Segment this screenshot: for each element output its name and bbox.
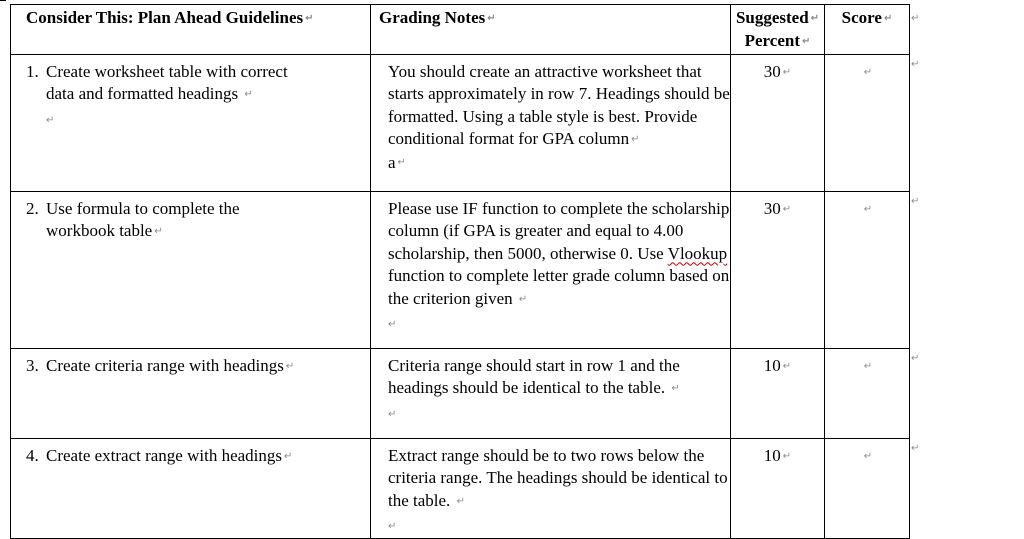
paragraph-mark-icon: ↵ xyxy=(631,134,640,146)
paragraph-mark-icon: ↵ xyxy=(305,12,314,24)
table-row xyxy=(11,191,910,348)
suggested-percent-cell: 10 ↵ xyxy=(731,438,825,538)
guideline-cell: 3. Create criteria range with headings ↵ xyxy=(11,348,371,438)
table-row xyxy=(11,54,910,191)
paragraph-mark-icon: ↵ xyxy=(810,12,820,24)
header-row xyxy=(11,5,910,55)
row-end-mark: ↵ xyxy=(911,59,920,70)
paragraph-mark-icon: ↵ xyxy=(285,360,295,372)
paragraph-mark-icon: ↵ xyxy=(801,36,811,48)
spellcheck-flagged-word: Vlookup xyxy=(667,243,728,263)
paragraph-mark-icon: ↵ xyxy=(863,203,873,215)
suggested-percent-cell: 30 ↵ xyxy=(731,54,825,191)
score-cell[interactable] xyxy=(825,438,910,538)
header-grading-notes: Grading Notes ↵ xyxy=(371,5,731,55)
paragraph-mark-icon: ↵ xyxy=(863,66,873,78)
paragraph-mark-icon: ↵ xyxy=(782,203,792,215)
header-guidelines: Consider This: Plan Ahead Guidelines ↵ xyxy=(11,5,371,55)
guideline-cell: 2. Use formula to complete the workbook table ↵ xyxy=(11,191,371,348)
header-score: Score ↵ xyxy=(825,5,910,55)
grading-table xyxy=(10,4,910,539)
paragraph-mark-icon: ↵ xyxy=(863,360,873,372)
paragraph-mark-icon: ↵ xyxy=(671,383,680,395)
table-row xyxy=(11,348,910,438)
paragraph-mark-icon: ↵ xyxy=(244,89,253,101)
paragraph-mark-icon: ↵ xyxy=(154,226,163,238)
row-end-mark: ↵ xyxy=(911,13,920,24)
row-end-mark: ↵ xyxy=(911,353,920,364)
paragraph-mark-icon: ↵ xyxy=(863,450,873,462)
paragraph-mark-icon: ↵ xyxy=(284,450,293,462)
row-end-mark: ↵ xyxy=(911,196,920,207)
paragraph-mark-icon: ↵ xyxy=(883,12,893,24)
cell-corner-mark xyxy=(0,0,6,2)
score-cell[interactable] xyxy=(825,348,910,438)
paragraph-mark-icon: ↵ xyxy=(518,293,528,305)
table-row xyxy=(11,438,910,538)
grading-note-cell: You should create an attractive worksheet that starts approximately in row 7. Headings should be formatted. Using a table style is best. Provide conditional format for GPA column ↵ a ↵ xyxy=(371,54,731,191)
paragraph-mark-icon: ↵ xyxy=(782,360,792,372)
paragraph-mark-icon: ↵ xyxy=(782,66,792,78)
grading-note-cell: Please use IF function to complete the scholarship column (if GPA is greater and equal to 4.00 scholarship, then 5000, otherwise 0. Use Vlookup function to complete letter grade column based on the criterion given ↵ ↵ xyxy=(371,191,731,348)
guideline-cell: 1. Create worksheet table with correct data and formatted headings ↵ ↵ xyxy=(11,54,371,191)
score-cell[interactable] xyxy=(825,191,910,348)
grading-note-cell: Criteria range should start in row 1 and the headings should be identical to the table. ↵ ↵ xyxy=(371,348,731,438)
header-suggested-percent: Suggested ↵ Percent ↵ xyxy=(731,5,825,55)
paragraph-mark-icon: ↵ xyxy=(397,157,406,169)
row-end-mark: ↵ xyxy=(911,443,920,454)
paragraph-mark-icon: ↵ xyxy=(456,495,465,507)
paragraph-mark-icon: ↵ xyxy=(388,319,397,331)
paragraph-mark-icon: ↵ xyxy=(782,450,792,462)
paragraph-mark-icon: ↵ xyxy=(388,521,397,533)
paragraph-mark-icon: ↵ xyxy=(46,114,55,126)
guideline-cell: 4. Create extract range with headings ↵ xyxy=(11,438,371,538)
paragraph-mark-icon: ↵ xyxy=(487,12,496,24)
suggested-percent-cell: 30 ↵ xyxy=(731,191,825,348)
paragraph-mark-icon: ↵ xyxy=(388,408,397,420)
grading-note-cell: Extract range should be to two rows below the criteria range. The headings should be identical to the table. ↵ ↵ xyxy=(371,438,731,538)
suggested-percent-cell: 10 ↵ xyxy=(731,348,825,438)
score-cell[interactable] xyxy=(825,54,910,191)
